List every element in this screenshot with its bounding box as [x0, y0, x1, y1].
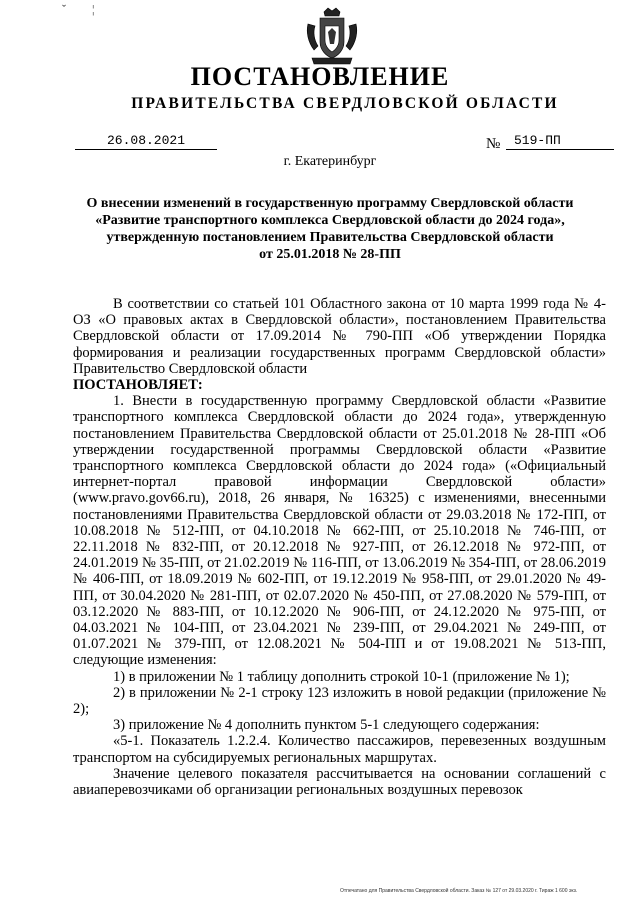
margin-mark: ˇ [62, 2, 66, 16]
item-1-paragraph: 1. Внести в государственную программу Свердловской области «Развитие транспортного комплекса Свердловской области до 2024 года», утвержденную постановлением Правительства Свердловской области от 25.01.2018 № 28-ПП «Об утверждении государственной программы Свердловской области «Развитие транспортного комплекса Свердловской области до 2024 года» («Официальный интернет-портал правовой информации Свердловской области» (www.pravo.gov66.ru), 2018, 26 января, № 16325) с изменениями, внесенными постановлениями Правительства Свердловской области от 29.03.2018 № 172-ПП, от 10.08.2018 № 512-ПП, от 04.10.2018 № 662-ПП, от 25.10.2018 № 746-ПП, от 22.11.2018 № 832-ПП, от 20.12.2018 № 927-ПП, от 26.12.2018 № 972-ПП, от 24.01.2019 № 35-ПП, от 21.02.2019 № 116-ПП, от 13.06.2019 № 354-ПП, от 28.06.2019 № 406-ПП, от 18.09.2019 № 602-ПП, от 19.12.2019 № 958-ПП, от 29.01.2020 № 49-ПП, от 30.04.2020 № 281-ПП, от 02.07.2020 № 450-ПП, от 27.08.2020 № 579-ПП, от 03.12.2020 № 883-ПП, от 10.12.2020 № 906-ПП, от 24.12.2020 № 975-ПП, от 04.03.2021 № 104-ПП, от 23.04.2021 № 239-ПП, от 29.04.2021 № 249-ПП, от 01.07.2021 № 379-ПП, от 12.08.2021 № 504-ПП и от 19.08.2021 № 513-ПП, следующие изменения: [73, 393, 606, 669]
sub-item-1: 1) в приложении № 1 таблицу дополнить строкой 10-1 (приложение № 1); [113, 668, 570, 685]
last-paragraph: Значение целевого показателя рассчитывается на основании соглашений с авиаперевозчиками об организации региональных воздушных перевозок [73, 765, 606, 799]
heading-line: от 25.01.2018 № 28-ПП [259, 247, 401, 262]
quote-paragraph: «5-1. Показатель 1.2.2.4. Количество пассажиров, перевезенных воздушным транспортом на субсидируемых региональных маршрутах. [73, 733, 606, 766]
coat-of-arms-icon [302, 6, 362, 68]
preamble-paragraph: В соответствии со статьей 101 Областного закона от 10 марта 1999 года № 4-ОЗ «О правовых актах в Свердловской области», постановлением Правительства Свердловской области от 17.09.2014 № 790-ПП «Об утверждении Порядка формирования и реализации государственных программ Свердловской области» Правительство Свердловской области [73, 296, 606, 377]
number-sign: № [486, 136, 501, 152]
resolves-heading: ПОСТАНОВЛЯЕТ: [73, 377, 203, 394]
heading-line: О внесении изменений в государственную программу Свердловской области [86, 196, 574, 211]
document-subtitle: ПРАВИТЕЛЬСТВА СВЕРДЛОВСКОЙ ОБЛАСТИ [131, 95, 559, 112]
document-city: г. Екатеринбург [283, 154, 377, 169]
heading-line: утвержденную постановлением Правительства Свердловской области [106, 230, 554, 245]
document-heading [60, 195, 600, 263]
margin-mark: ¦ [92, 2, 95, 16]
print-note: Отпечатано для Правительства Свердловской области. Заказ № 127 от 29.03.2020 г. Тираж 1 600 экз. [340, 888, 578, 894]
document-body [73, 296, 606, 798]
document-number: 519-ПП [506, 133, 614, 150]
document-title: ПОСТАНОВЛЕНИЕ [190, 62, 450, 91]
sub-item-2: 2) в приложении № 2-1 строку 123 изложить в новой редакции (приложение № 2); [73, 684, 606, 718]
sub-item-3: 3) приложение № 4 дополнить пунктом 5-1 следующего содержания: [113, 717, 540, 734]
heading-line: «Развитие транспортного комплекса Свердловской области до 2024 года», [95, 213, 565, 228]
document-date: 26.08.2021 [75, 133, 217, 150]
